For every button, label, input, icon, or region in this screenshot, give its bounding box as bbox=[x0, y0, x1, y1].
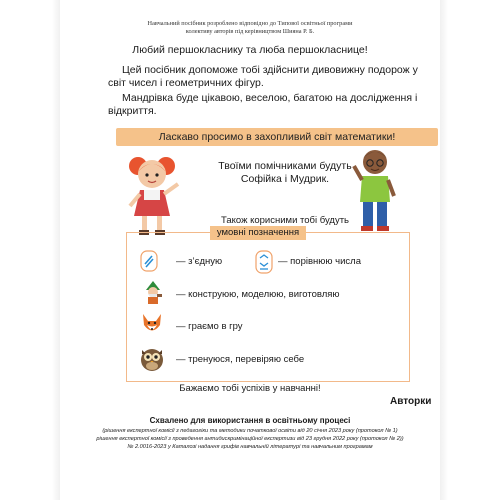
builder-gnome-icon bbox=[142, 280, 164, 306]
intro-paragraph-1: Цей посібник допоможе тобі здійснити дивовижну подорож у світ чисел і геометричних фігур. bbox=[108, 64, 418, 89]
sofiyka-girl-illustration bbox=[122, 150, 182, 238]
header-line-2: колективу авторів під керівництвом Шияна Р. Б. bbox=[185, 28, 315, 35]
legend-item-compare: — порівнюю числа bbox=[278, 256, 361, 267]
owl-icon bbox=[138, 344, 166, 372]
helpers-line-2: Софійка і Мудрик. bbox=[240, 173, 330, 185]
wish-text: Бажаємо тобі успіхів у навчанні! bbox=[179, 383, 321, 394]
fine-print-line-2: рішення експертної комісії з проведення антидискримінаційної експертизи від 23 грудня 2022 року (протокол № 2)) bbox=[96, 436, 404, 442]
welcome-banner: Ласкаво просимо в захопливий світ математики! bbox=[116, 128, 438, 146]
authors-signature: Авторки bbox=[390, 396, 432, 407]
header-line-1: Навчальний посібник розроблено відповідно до Типової освітньої програми bbox=[147, 20, 353, 27]
intro-paragraph-2: Мандрівка буде цікавою, веселою, багатою на дослідження і відкриття. bbox=[108, 92, 418, 117]
fine-print-line-1: (рішення експертної комісії з педагогіки та методики початкової освіти від 20 січня 2023 року (протокол № 1) bbox=[102, 428, 398, 434]
legend-item-build: — конструюю, моделюю, виготовляю bbox=[176, 289, 340, 300]
compare-numbers-icon bbox=[254, 250, 274, 274]
page-shadow-right bbox=[440, 0, 448, 500]
book-page bbox=[60, 0, 440, 500]
also-useful-text: Також корисними тобі будуть bbox=[221, 215, 349, 226]
legend-item-game: — граємо в гру bbox=[176, 321, 243, 332]
fox-icon bbox=[138, 310, 166, 338]
page-header bbox=[60, 20, 440, 36]
fine-print-line-3: № 2.0016-2023 у Каталозі надання грифів навчальній літературі та навчальним програмам bbox=[127, 444, 373, 450]
page-shadow-left bbox=[52, 0, 60, 500]
legend-item-connect: — з’єдную bbox=[176, 256, 223, 267]
legend-item-practice: — тренуюся, перевіряю себе bbox=[176, 354, 305, 365]
greeting: Любий першокласнику та люба першокласнице! bbox=[132, 44, 368, 56]
helpers-text bbox=[200, 160, 370, 186]
helpers-line-1: Твоїми помічниками будуть bbox=[218, 160, 352, 172]
approval-heading: Схвалено для використання в освітньому процесі bbox=[149, 416, 351, 425]
legend-title: умовні позначення bbox=[210, 226, 306, 240]
connect-lines-icon bbox=[140, 250, 158, 272]
